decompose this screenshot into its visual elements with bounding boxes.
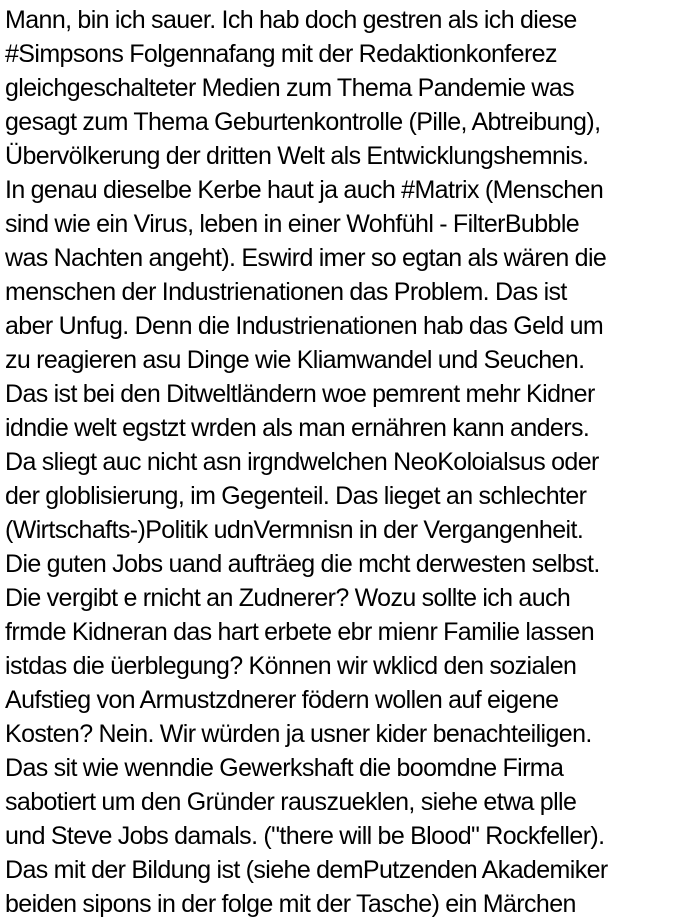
text-line: und Steve Jobs damals. ("there will be Blood" Rockfeller). bbox=[5, 822, 605, 850]
text-line: In genau dieselbe Kerbe haut ja auch #Matrix (Menschen bbox=[5, 176, 604, 204]
text-line: beiden sipons in der folge mit der Tasche) ein Märchen bbox=[5, 890, 576, 918]
text-line: #Simpsons Folgennafang mit der Redaktionkonferez bbox=[5, 40, 557, 68]
text-line: aber Unfug. Denn die Industrienationen hab das Geld um bbox=[5, 312, 604, 340]
text-line: Die vergibt e rnicht an Zudnerer? Wozu sollte ich auch bbox=[5, 584, 571, 612]
text-line: zu reagieren asu Dinge wie Kliamwandel und Seuchen. bbox=[5, 346, 585, 374]
text-line: gesagt zum Thema Geburtenkontrolle (Pille, Abtreibung), bbox=[5, 108, 601, 136]
text-line: Die guten Jobs uand aufträeg die mcht derwesten selbst. bbox=[5, 550, 600, 578]
text-line: Übervölkerung der dritten Welt als Entwicklungshemnis. bbox=[5, 142, 589, 170]
text-line: Da sliegt auc nicht asn irgndwelchen NeoKoloialsus oder bbox=[5, 448, 599, 476]
text-line: sabotiert um den Gründer rauszueklen, siehe etwa plle bbox=[5, 788, 577, 816]
text-line: Das sit wie wenndie Gewerkshaft die boomdne Firma bbox=[5, 754, 564, 782]
text-line: der globlisierung, im Gegenteil. Das lieget an schlechter bbox=[5, 482, 587, 510]
text-line: Das ist bei den Ditweltländern woe pemrent mehr Kidner bbox=[5, 380, 595, 408]
text-line: idndie welt egstzt wrden als man ernähren kann anders. bbox=[5, 414, 590, 442]
text-line: (Wirtschafts-)Politik udnVermnisn in der Vergangenheit. bbox=[5, 516, 584, 544]
text-line: istdas die üerblegung? Können wir wklicd den sozialen bbox=[5, 652, 577, 680]
document-text bbox=[5, 3, 684, 921]
text-line: Das mit der Bildung ist (siehe demPutzenden Akademiker bbox=[5, 856, 608, 884]
text-line: gleichgeschalteter Medien zum Thema Pandemie was bbox=[5, 74, 575, 102]
text-line: menschen der Industrienationen das Problem. Das ist bbox=[5, 278, 567, 306]
text-line: Kosten? Nein. Wir würden ja usner kider benachteiligen. bbox=[5, 720, 592, 748]
text-line: sind wie ein Virus, leben in einer Wohfühl - FilterBubble bbox=[5, 210, 580, 238]
text-line: Mann, bin ich sauer. Ich hab doch gestren als ich diese bbox=[5, 6, 577, 34]
text-line: frmde Kidneran das hart erbete ebr mienr Familie lassen bbox=[5, 618, 595, 646]
text-line: was Nachten angeht). Eswird imer so egtan als wären die bbox=[5, 244, 607, 272]
text-line: Aufstieg von Armustzdnerer födern wollen auf eigene bbox=[5, 686, 559, 714]
